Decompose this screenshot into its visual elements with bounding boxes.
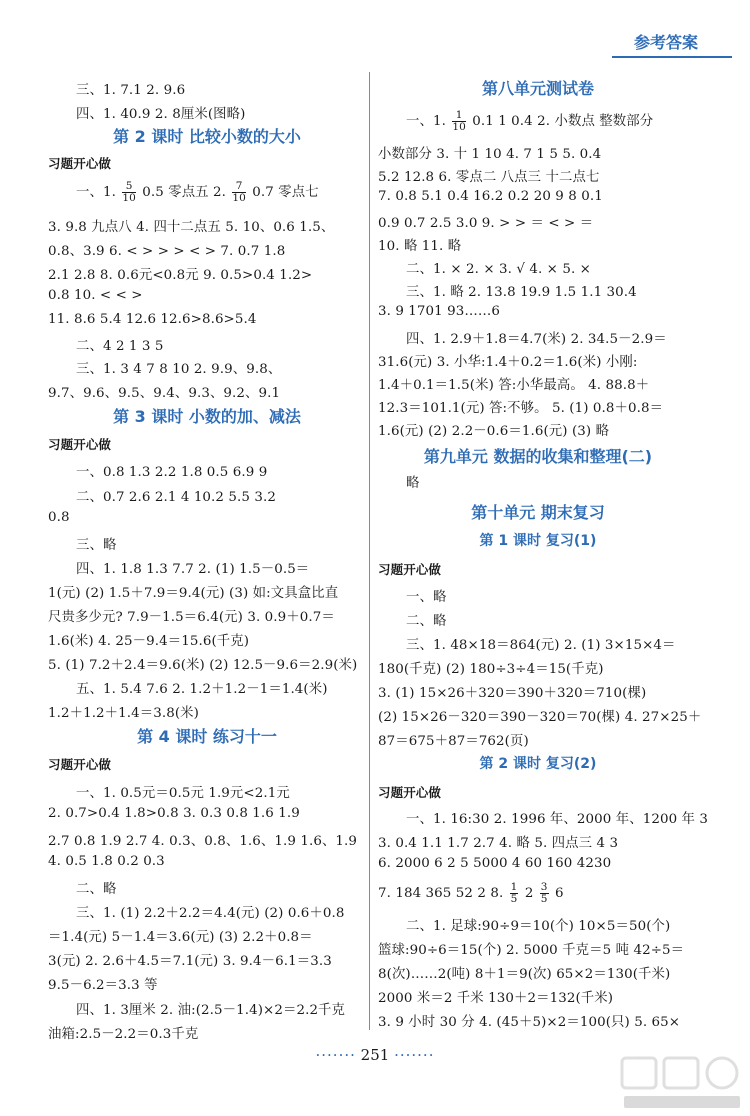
answer-line: 1.6(米) 4. 25－9.4＝15.6(千克) [48, 634, 250, 649]
answer-line: 3. 9.8 九点八 4. 四十二点五 5. 10、0.6 1.5、 [48, 220, 335, 235]
answer-line: 一、1. $\frac{5}{10}$ 0.5 零点五 2. $\frac{7}{10}$ 0.7 零点七 [76, 180, 319, 204]
section-label: 习题开心做 [48, 757, 112, 772]
answer-line: 3. 0.4 1.1 1.7 2.7 4. 略 5. 四点三 4 3 [378, 836, 619, 851]
dots-left: ······· [315, 1046, 356, 1064]
fraction: $\frac{7}{10}$ [232, 180, 246, 204]
answer-line: 2. 0.7>0.4 1.8>0.8 3. 0.3 0.8 1.6 1.9 [48, 806, 300, 821]
answer-line: 一、1. $\frac{1}{10}$ 0.1 1 0.4 2. 小数点 整数部分 [406, 109, 654, 133]
fraction: $\frac{3}{5}$ [540, 881, 548, 905]
review-1-title: 第 1 课时 复习(1) [479, 533, 597, 549]
answer-line: 87＝675＋87＝762(页) [378, 734, 529, 749]
fraction: $\frac{1}{5}$ [510, 881, 518, 905]
fraction: $\frac{1}{10}$ [452, 109, 466, 133]
answer-line: 尺贵多少元? 7.9－1.5＝6.4(元) 3. 0.9＋0.7＝ [48, 610, 335, 625]
answer-line: 7. 184 365 52 2 8. $\frac{1}{5}$ 2 $\frac{3}{5}$ 6 [378, 881, 564, 905]
answer-line: ＝1.4(元) 5－1.4＝3.6(元) (3) 2.2＋0.8＝ [48, 930, 313, 945]
unit-9-title: 第九单元 数据的收集和整理(二) [423, 447, 653, 466]
answer-line: 0.8 [48, 510, 70, 525]
answer-line: 1(元) (2) 1.5＋7.9＝9.4(元) (3) 如:文具盒比直 [48, 586, 339, 601]
section-label: 习题开心做 [48, 437, 112, 452]
answer-line: (2) 15×26－320＝390－320＝70(棵) 4. 27×25＋ [378, 710, 702, 725]
answer-line: 1.4＋0.1＝1.5(米) 答:小华最高。 4. 88.8＋ [378, 378, 650, 393]
header-underline [612, 56, 732, 58]
answer-line: 3. (1) 15×26＋320＝390＋320＝710(棵) [378, 686, 647, 701]
answer-line: 9.7、9.6、9.5、9.4、9.3、9.2、9.1 [48, 386, 281, 401]
answer-line: 三、1. 略 2. 13.8 19.9 1.5 1.1 30.4 [406, 285, 637, 300]
lesson-2-title: 第 2 课时 比较小数的大小 [113, 127, 301, 146]
lesson-4-title: 第 4 课时 练习十一 [137, 727, 277, 746]
section-label: 习题开心做 [378, 562, 442, 577]
answer-line: 5.2 12.8 6. 零点二 八点三 十二点七 [378, 170, 600, 185]
answer-line: 五、1. 5.4 7.6 2. 1.2＋1.2－1＝1.4(米) [76, 682, 328, 697]
answer-line: 0.8、3.9 6. < > > > < > 7. 0.7 1.8 [48, 244, 286, 259]
answer-line: 二、略 [76, 882, 117, 897]
lesson-3-title: 第 3 课时 小数的加、减法 [113, 407, 301, 426]
answer-line: 7. 0.8 5.1 0.4 16.2 0.2 20 9 8 0.1 [378, 189, 603, 204]
answer-line: 一、略 [406, 590, 447, 605]
answer-line: 小数部分 3. 十 1 10 4. 7 1 5 5. 0.4 [378, 147, 602, 162]
answer-line: 12.3＝101.1(元) 答:不够。 5. (1) 0.8＋0.8＝ [378, 401, 664, 416]
answer-line: 二、4 2 1 3 5 [76, 339, 164, 354]
answer-line: 9.5－6.2＝3.3 等 [48, 978, 158, 993]
answer-line: 油箱:2.5－2.2＝0.3千克 [48, 1027, 199, 1042]
answer-line: 1.6(元) (2) 2.2－0.6＝1.6(元) (3) 略 [378, 424, 610, 439]
answer-line: 3(元) 2. 2.6＋4.5＝7.1(元) 3. 9.4－6.1＝3.3 [48, 954, 332, 969]
column-divider [369, 72, 370, 1030]
answer-line: 8(次)……2(吨) 8＋1＝9(次) 65×2＝130(千米) [378, 967, 671, 982]
answer-line: 180(千克) (2) 180÷3÷4＝15(千克) [378, 662, 604, 677]
answer-line: 0.9 0.7 2.5 3.0 9. > > ＝ < > ＝ [378, 216, 594, 231]
answer-line: 一、0.8 1.3 2.2 1.8 0.5 6.9 9 [76, 465, 268, 480]
answer-line: 二、略 [406, 614, 447, 629]
answer-line: 三、略 [76, 538, 117, 553]
answer-line: 四、1. 1.8 1.3 7.7 2. (1) 1.5－0.5＝ [76, 562, 310, 577]
fraction: $\frac{5}{10}$ [122, 180, 136, 204]
answer-line: 6. 2000 6 2 5 5000 4 60 160 4230 [378, 856, 612, 871]
answer-line: 11. 8.6 5.4 12.6 12.6>8.6>5.4 [48, 312, 257, 327]
answer-line: 二、1. × 2. × 3. √ 4. × 5. × [406, 262, 591, 277]
section-label: 习题开心做 [378, 785, 442, 800]
answer-line: 二、1. 足球:90÷9＝10(个) 10×5＝50(个) [406, 919, 671, 934]
answer-line: 1.2＋1.2＋1.4＝3.8(米) [48, 706, 199, 721]
answer-line: 2.7 0.8 1.9 2.7 4. 0.3、0.8、1.6、1.9 1.6、1.9 [48, 834, 358, 849]
page-number-value: 251 [360, 1046, 390, 1064]
answer-line: 0.8 10. < < > [48, 288, 143, 303]
review-2-title: 第 2 课时 复习(2) [479, 756, 597, 772]
answer-line: 二、0.7 2.6 2.1 4 10.2 5.5 3.2 [76, 490, 276, 505]
unit-8-title: 第八单元测试卷 [481, 79, 594, 98]
answer-line: 三、1. 3 4 7 8 10 2. 9.9、9.8、 [76, 362, 282, 377]
page-header-title: 参考答案 [633, 33, 698, 52]
answer-line: 2000 米＝2 千米 130＋2＝132(千米) [378, 991, 614, 1006]
answer-line: 四、1. 40.9 2. 8厘米(图略) [76, 107, 246, 122]
answer-line: 5. (1) 7.2＋2.4＝9.6(米) (2) 12.5－9.6＝2.9(米) [48, 658, 358, 673]
answer-line: 篮球:90÷6＝15(个) 2. 5000 千克＝5 吨 42÷5＝ [378, 943, 685, 958]
answer-line: 三、1. 48×18＝864(元) 2. (1) 3×15×4＝ [406, 638, 676, 653]
answer-line: 三、1. (1) 2.2＋2.2＝4.4(元) (2) 0.6＋0.8 [76, 906, 345, 921]
answer-line: 2.1 2.8 8. 0.6元<0.8元 9. 0.5>0.4 1.2> [48, 268, 313, 283]
answer-line: 四、1. 3厘米 2. 油:(2.5－1.4)×2＝2.2千克 [76, 1003, 346, 1018]
answer-line: 四、1. 2.9＋1.8＝4.7(米) 2. 34.5－2.9＝ [406, 332, 667, 347]
answer-line: 31.6(元) 3. 小华:1.4＋0.2＝1.6(米) 小刚: [378, 355, 638, 370]
answer-line: 略 [406, 476, 420, 491]
answer-line: 3. 9 1701 93……6 [378, 304, 500, 319]
answer-line: 10. 略 11. 略 [378, 239, 462, 254]
answer-line: 一、1. 16:30 2. 1996 年、2000 年、1200 年 3 [406, 812, 709, 827]
answer-line: 一、1. 0.5元＝0.5元 1.9元<2.1元 [76, 786, 290, 801]
answer-line: 3. 9 小时 30 分 4. (45＋5)×2＝100(只) 5. 65× [378, 1015, 681, 1030]
answer-line: 三、1. 7.1 2. 9.6 [76, 83, 186, 98]
section-label: 习题开心做 [48, 156, 112, 171]
watermark-logo [618, 1054, 746, 1112]
answer-line: 4. 0.5 1.8 0.2 0.3 [48, 854, 165, 869]
dots-right: ······· [394, 1046, 435, 1064]
unit-10-title: 第十单元 期末复习 [471, 503, 605, 522]
